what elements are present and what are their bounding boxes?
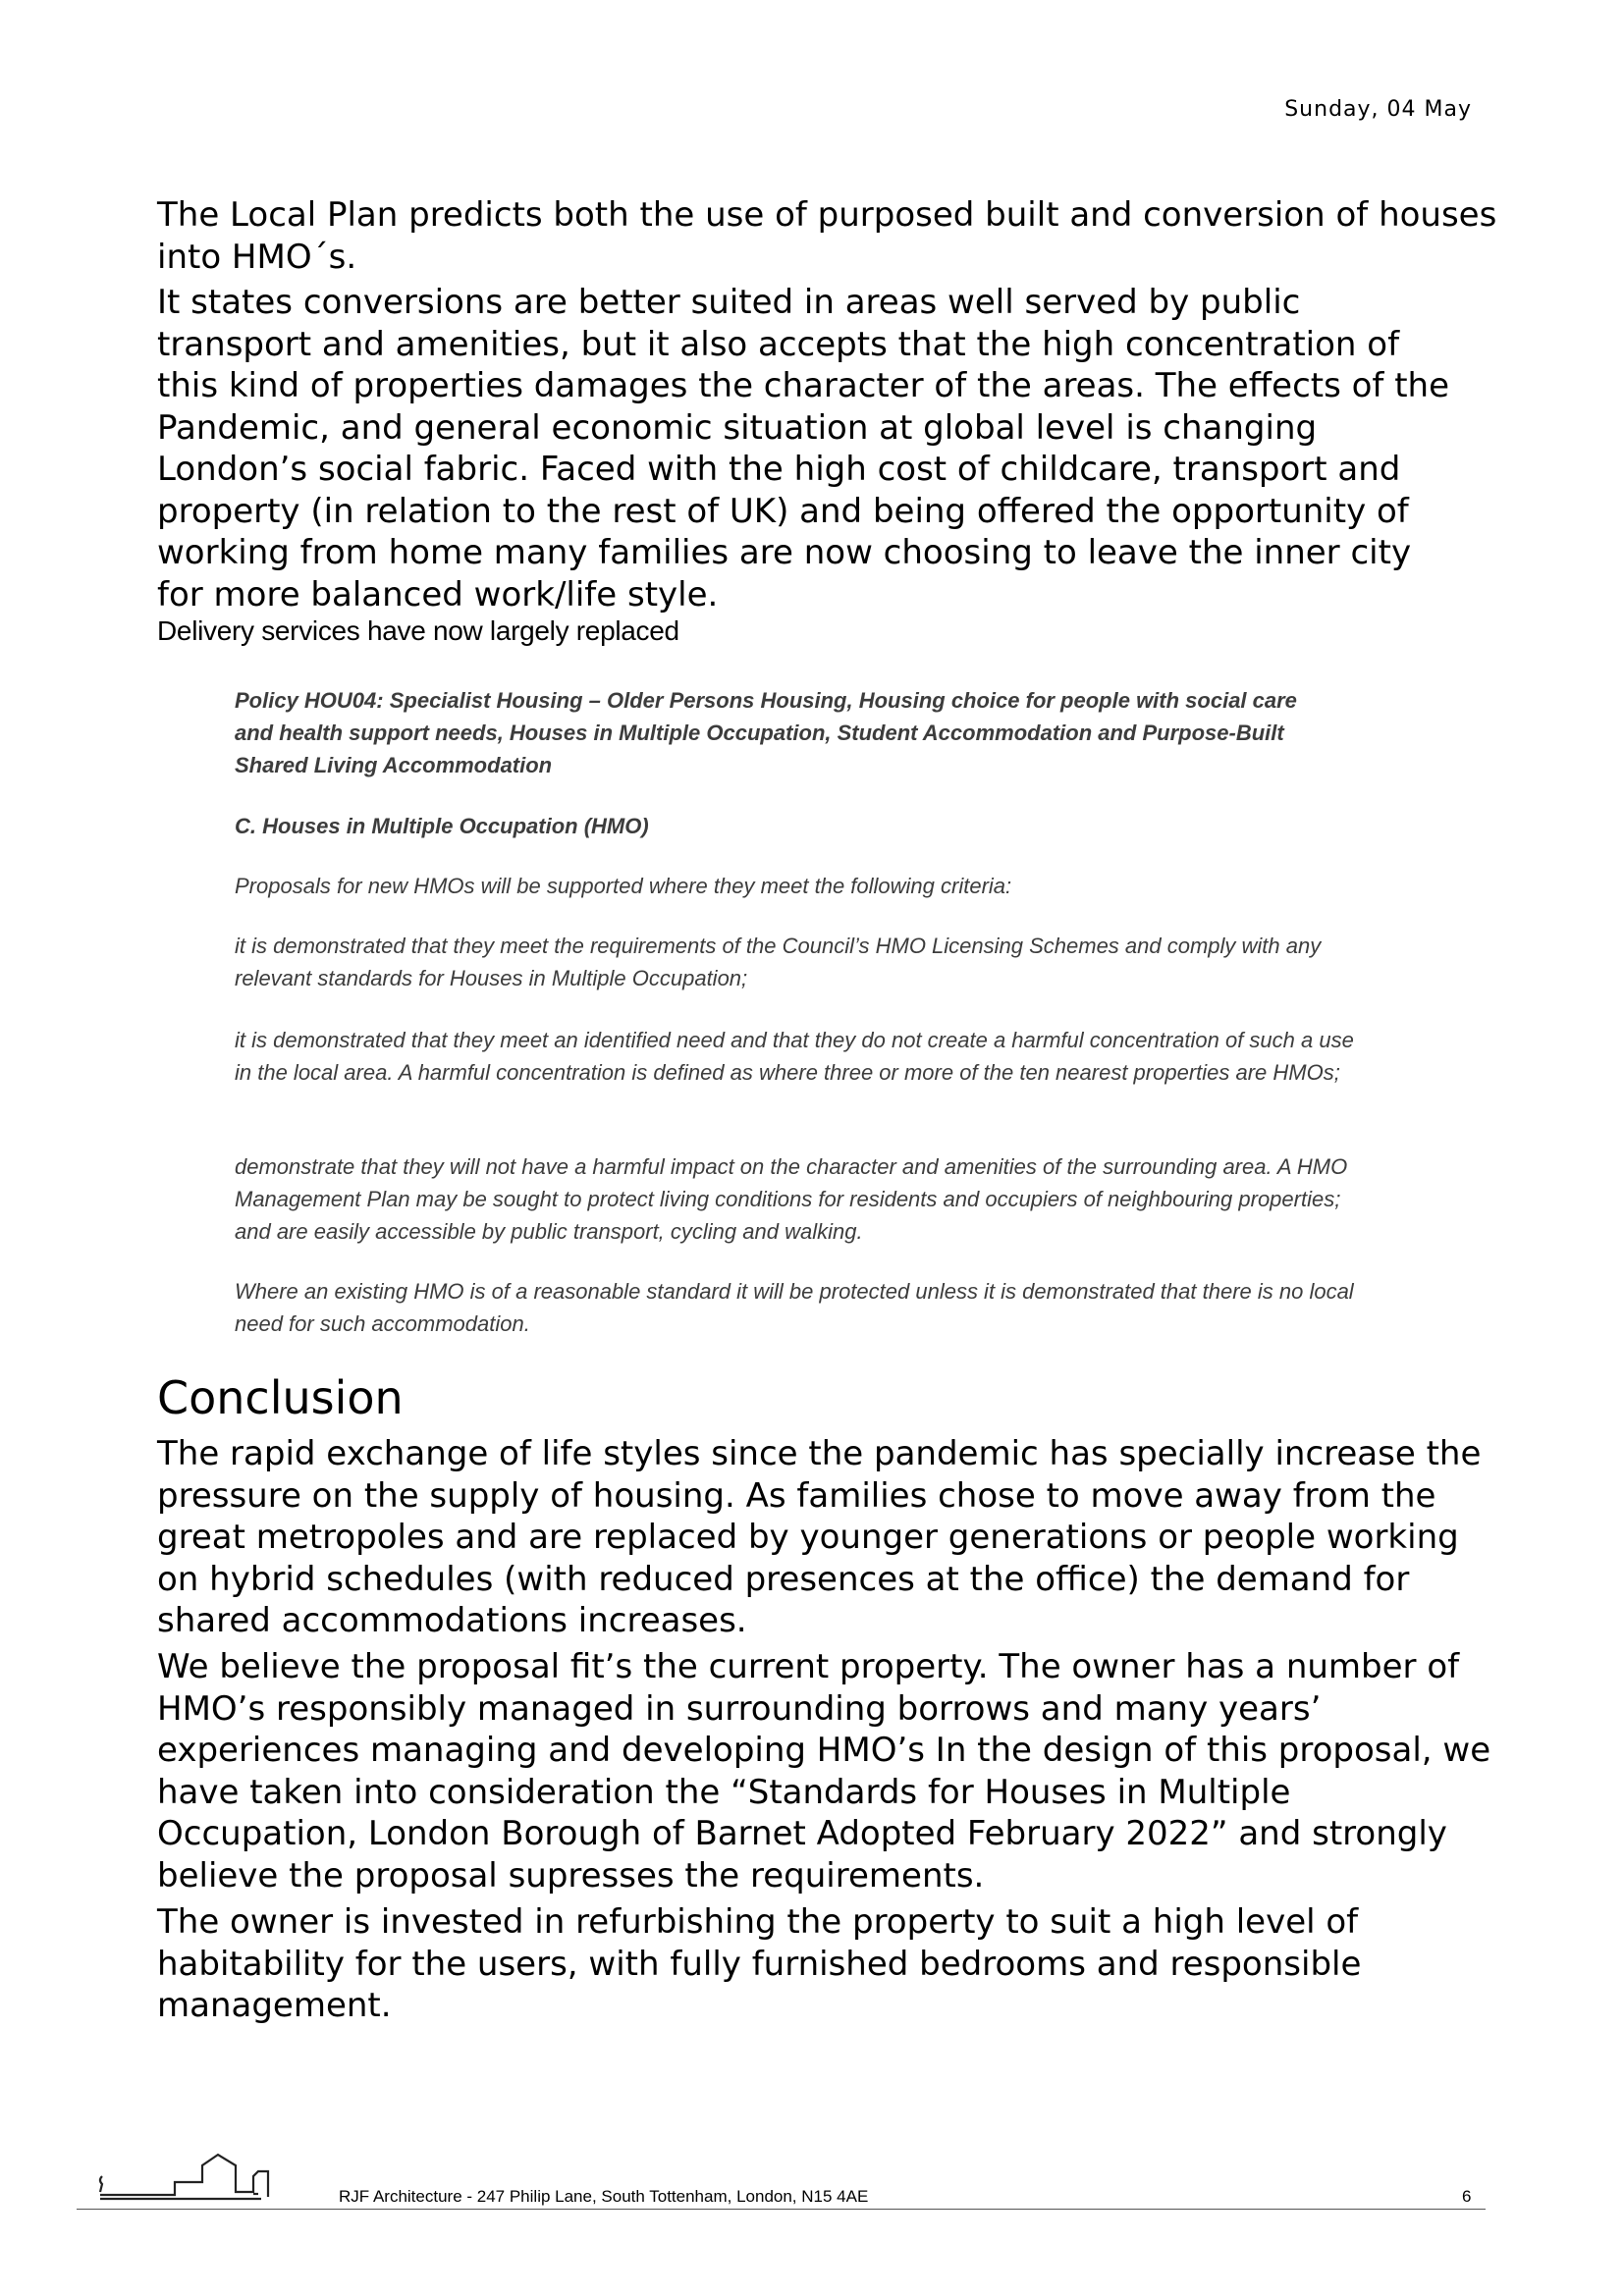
policy-subtitle: C. Houses in Multiple Occupation (HMO) (235, 814, 649, 838)
conclusion-paragraph: The rapid exchange of life styles since the pandemic has specially increase the pressure on the supply of housing. As families chose to move away from the great metropoles and are replaced by younger generations or people working on hybrid schedules (with reduced presences at the office) the demand for shared accommodations increases. (157, 1434, 1482, 1640)
policy-title: Policy HOU04: Specialist Housing – Older Persons Housing, Housing choice for people with social care and health support needs, Houses in Multiple Occupation, Student Accommodation and Purpose-Built Shared Living Accommodation (235, 688, 1297, 777)
footer-rule (77, 2209, 1486, 2210)
paragraph-conversions: It states conversions are better suited in areas well served by public transport and amenities, but it also accepts that the high concentration of this kind of properties damages the character of the areas. The effects of the Pandemic, and general economic situation at global level is changing London’s social fabric. Faced with the high cost of childcare, transport and property (in relation to the rest of UK) and being offered the opportunity of working from home many families are now choosing to leave the inner city for more balanced work/life style. (157, 283, 1449, 614)
house-outline-logo-icon (96, 2149, 304, 2210)
policy-criterion: it is demonstrated that they meet an identified need and that they do not create a harmful concentration of such a use in the local area. A harmful concentration is defined as where three or more of the ten nearest properties are HMOs; (235, 1028, 1354, 1085)
footer-address: RJF Architecture - 247 Philip Lane, South Tottenham, London, N15 4AE (339, 2187, 869, 2206)
paragraph-local-plan: The Local Plan predicts both the use of purposed built and conversion of houses into HMO´s. (157, 195, 1497, 277)
policy-criterion: it is demonstrated that they meet the requirements of the Council’s HMO Licensing Schemes and comply with any relevant standards for Houses in Multiple Occupation; (235, 934, 1322, 990)
policy-intro: Proposals for new HMOs will be supported where they meet the following criteria: (235, 874, 1012, 898)
conclusion-paragraph: The owner is invested in refurbishing the property to suit a high level of habitability for the users, with fully furnished bedrooms and responsible management. (157, 1902, 1362, 2025)
page-number: 6 (1462, 2187, 1472, 2206)
policy-closing: Where an existing HMO is of a reasonable standard it will be protected unless it is demonstrated that there is no local need for such accommodation. (235, 1279, 1354, 1336)
paragraph-delivery-services: Delivery services have now largely replaced (157, 615, 679, 646)
conclusion-paragraph: We believe the proposal fit’s the current property. The owner has a number of HMO’s responsibly managed in surrounding borrows and many years’ experiences managing and developing HMO’s In the design of this proposal, we have taken into consideration the “Standards for Houses in Multiple Occupation, London Borough of Barnet Adopted February 2022” and strongly believe the proposal supresses the requirements. (157, 1647, 1491, 1896)
conclusion-heading: Conclusion (157, 1371, 404, 1424)
policy-criterion: demonstrate that they will not have a harmful impact on the character and amenities of the surrounding area. A HMO Management Plan may be sought to protect living conditions for residents and occupiers of neighbouring properties; and are easily accessible by public transport, cycling and walking. (235, 1154, 1348, 1244)
page-date: Sunday, 04 May (1284, 97, 1472, 122)
